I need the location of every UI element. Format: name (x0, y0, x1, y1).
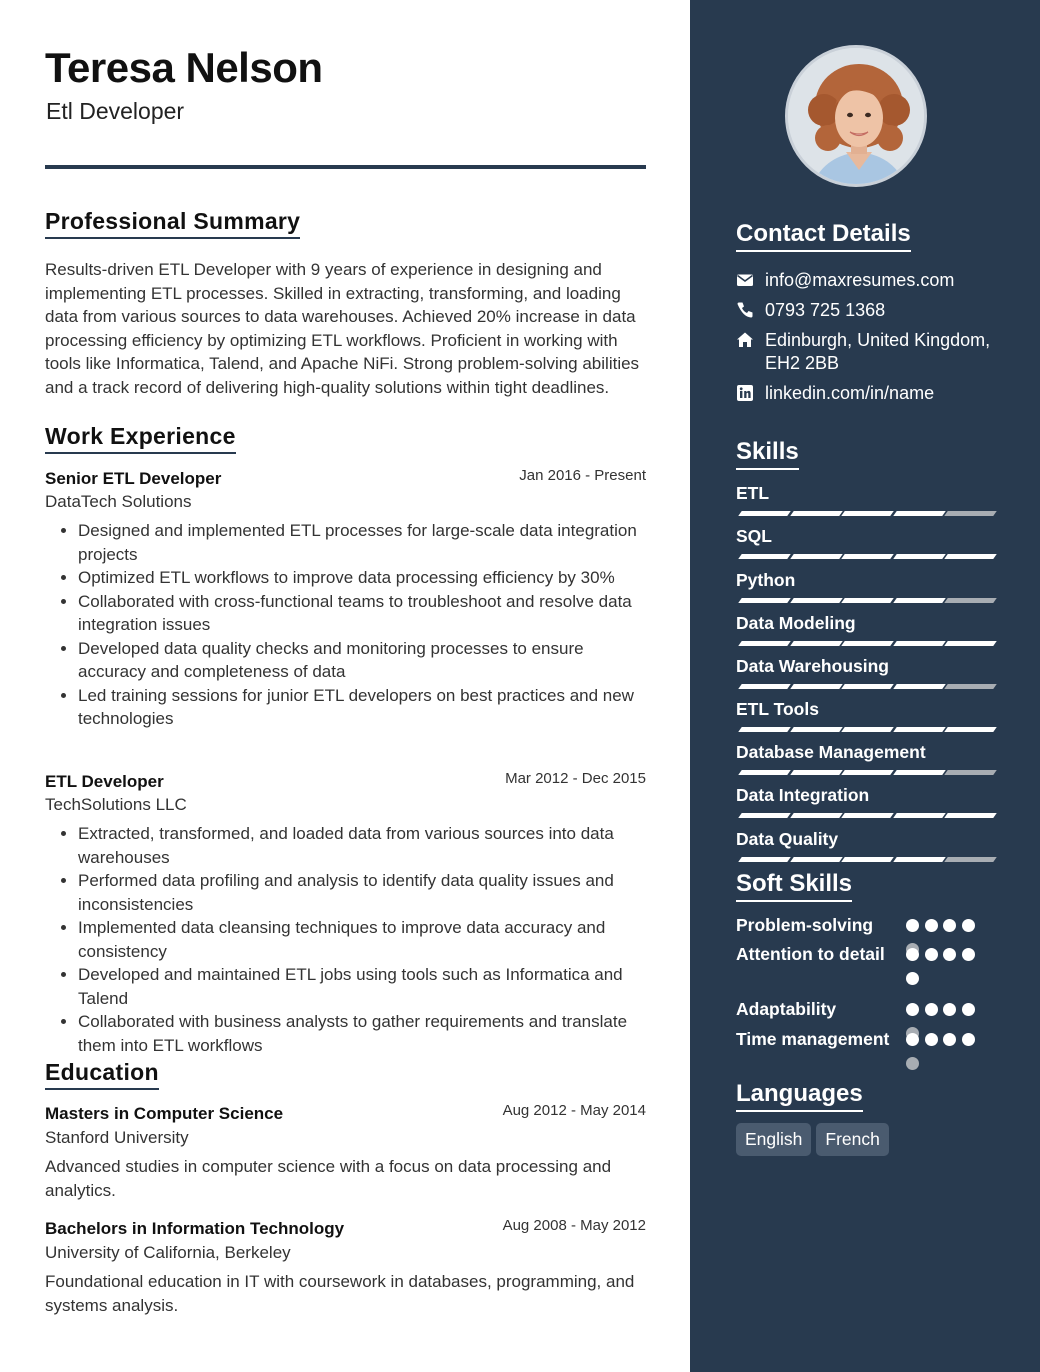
skill-segment-empty (944, 511, 997, 516)
soft-skills-heading: Soft Skills (736, 870, 852, 902)
skill-segment-filled (893, 598, 946, 603)
soft-skill-name: Adaptability (736, 999, 837, 1019)
skill-segment-filled (893, 813, 946, 818)
contact-address-text: Edinburgh, United Kingdom, EH2 2BB (765, 330, 991, 373)
skill-segment-filled (738, 511, 791, 516)
job-bullet: • Extracted, transformed, and loaded data from various sources into data warehouses (78, 822, 646, 869)
skill-segment-filled (841, 684, 894, 689)
skill-level-bar (736, 813, 992, 819)
skill-segment-filled (738, 813, 791, 818)
skill-level-bar (736, 598, 992, 604)
skill-segment-filled (893, 727, 946, 732)
rating-dot-filled (925, 1033, 938, 1046)
rating-dot-filled (943, 919, 956, 932)
education-entry (45, 1219, 646, 1317)
skills-heading: Skills (736, 438, 799, 470)
skill-segment-filled (841, 727, 894, 732)
rating-dot-filled (962, 1033, 975, 1046)
skill-name: Data Quality (736, 829, 839, 849)
rating-dot-filled (943, 1003, 956, 1016)
skill-segment-filled (893, 554, 946, 559)
phone-icon (736, 301, 754, 319)
skill-name: ETL (736, 483, 770, 503)
skill-segment-empty (944, 770, 997, 775)
job-bullet: • Designed and implemented ETL processes for large-scale data integration projects (78, 519, 646, 566)
contact-email[interactable] (736, 269, 1006, 292)
job-bullet: • Collaborated with business analysts to gather requirements and translate them into ETL workflows (78, 1010, 646, 1057)
job-company: DataTech Solutions (45, 492, 192, 511)
languages-list (736, 1123, 894, 1156)
skill-level-bar (736, 641, 992, 647)
skill-segment-filled (790, 641, 843, 646)
skill-segment-filled (738, 641, 791, 646)
job-bullet: • Performed data profiling and analysis to identify data quality issues and inconsistencies (78, 869, 646, 916)
skill-level-bar (736, 770, 992, 776)
contact-email-text: info@maxresumes.com (765, 270, 955, 290)
skill-segment-empty (944, 684, 997, 689)
profile-photo (785, 45, 927, 187)
job-title: Senior ETL Developer (45, 469, 222, 488)
summary-text: Results-driven ETL Developer with 9 years of experience in designing and implementing ETL processes. Skilled in extracting, transforming, and loading data from various sources to data warehouses. Achieved 20% increase in data processing efficiency by optimizing ETL workflows. Proficient in working with tools like Informatica, Talend, and Apache NiFi. Strong problem-solving abilities and a track record of delivering high-quality solutions within tight deadlines. (45, 260, 640, 397)
skill-segment-filled (944, 813, 997, 818)
job-bullet: • Implemented data cleansing techniques to improve data accuracy and consistency (78, 916, 646, 963)
skill-segment-filled (738, 684, 791, 689)
soft-skill-name: Problem-solving (736, 915, 874, 935)
skill-segment-filled (738, 770, 791, 775)
job-date: Jan 2016 - Present (519, 467, 646, 484)
skill-level-bar (736, 554, 992, 560)
job-company: TechSolutions LLC (45, 795, 187, 814)
rating-dot-filled (943, 948, 956, 961)
job-bullet: • Developed data quality checks and monitoring processes to ensure accuracy and completeness of data (78, 637, 646, 684)
skill-level-bar (736, 857, 992, 863)
skill-name: Database Management (736, 742, 926, 762)
skill-segment-filled (738, 857, 791, 862)
soft-skill-item (736, 914, 986, 938)
rating-dot-filled (906, 948, 919, 961)
skill-segment-filled (841, 554, 894, 559)
languages-heading: Languages (736, 1080, 863, 1112)
skill-segment-filled (738, 598, 791, 603)
contact-address (736, 329, 1006, 375)
skill-segment-empty (944, 598, 997, 603)
soft-skill-item (736, 943, 986, 967)
skill-segment-filled (944, 554, 997, 559)
rating-dot-filled (925, 919, 938, 932)
education-school: Stanford University (45, 1128, 189, 1147)
rating-dot-filled (962, 948, 975, 961)
education-school: University of California, Berkeley (45, 1243, 291, 1262)
language-chip: French (816, 1123, 888, 1156)
skill-segment-filled (790, 554, 843, 559)
skill-segment-filled (738, 727, 791, 732)
skill-segment-filled (790, 727, 843, 732)
job-bullet: • Optimized ETL workflows to improve data processing efficiency by 30% (78, 566, 646, 590)
skill-item (736, 742, 992, 763)
candidate-name: Teresa Nelson (45, 44, 323, 91)
skill-item (736, 483, 992, 504)
envelope-icon (736, 271, 754, 289)
profile-photo-illustration (788, 48, 927, 187)
job-bullets (45, 822, 646, 1057)
skill-item (736, 526, 992, 547)
skill-item (736, 656, 992, 677)
job-bullet: • Led training sessions for junior ETL developers on best practices and new technologies (78, 684, 646, 731)
skill-segment-filled (841, 641, 894, 646)
education-date: Aug 2008 - May 2012 (502, 1217, 646, 1234)
skill-segment-filled (893, 684, 946, 689)
header-divider (45, 165, 646, 169)
education-description: Foundational education in IT with coursework in databases, programming, and systems analysis. (45, 1272, 635, 1315)
skill-segment-filled (790, 813, 843, 818)
experience-heading: Work Experience (45, 423, 236, 454)
skill-name: Data Integration (736, 785, 870, 805)
skill-segment-empty (944, 857, 997, 862)
sidebar (690, 0, 1040, 1372)
soft-skill-item (736, 998, 986, 1022)
rating-dot-filled (906, 919, 919, 932)
education-date: Aug 2012 - May 2014 (502, 1102, 646, 1119)
rating-dot-filled (962, 919, 975, 932)
skill-segment-filled (790, 598, 843, 603)
skill-segment-filled (893, 857, 946, 862)
contact-phone[interactable] (736, 299, 1006, 322)
skill-level-bar (736, 684, 992, 690)
summary-heading: Professional Summary (45, 208, 300, 239)
rating-dot-filled (962, 1003, 975, 1016)
skill-segment-filled (790, 857, 843, 862)
skill-name: SQL (736, 526, 772, 546)
contact-linkedin-text: linkedin.com/in/name (765, 383, 935, 403)
skill-name: Data Warehousing (736, 656, 889, 676)
skill-segment-filled (790, 770, 843, 775)
skill-item (736, 699, 992, 720)
job-date: Mar 2012 - Dec 2015 (505, 770, 646, 787)
rating-dot-filled (925, 948, 938, 961)
home-icon (736, 331, 754, 349)
linkedin-icon (736, 384, 754, 402)
skill-segment-filled (841, 770, 894, 775)
skill-segment-filled (944, 641, 997, 646)
skill-level-bar (736, 727, 992, 733)
soft-skill-item (736, 1028, 986, 1052)
soft-skill-name: Time management (736, 1029, 890, 1049)
skill-segment-filled (841, 598, 894, 603)
education-entry (45, 1104, 646, 1202)
skill-segment-filled (790, 511, 843, 516)
skill-segment-filled (893, 770, 946, 775)
rating-dot-filled (925, 1003, 938, 1016)
rating-dot-filled (906, 972, 919, 985)
contact-linkedin[interactable] (736, 382, 1006, 405)
skill-item (736, 613, 992, 634)
skill-segment-filled (893, 641, 946, 646)
education-degree: Masters in Computer Science (45, 1104, 284, 1123)
skill-item (736, 785, 992, 806)
contact-phone-text: 0793 725 1368 (765, 300, 886, 320)
skill-segment-filled (738, 554, 791, 559)
skill-segment-filled (841, 511, 894, 516)
rating-dot-filled (906, 1003, 919, 1016)
soft-skill-name: Attention to detail (736, 944, 885, 964)
skill-segment-filled (841, 857, 894, 862)
job-title: ETL Developer (45, 772, 164, 791)
education-degree: Bachelors in Information Technology (45, 1219, 345, 1238)
rating-dot-empty (906, 1057, 919, 1070)
candidate-role: Etl Developer (46, 98, 185, 124)
skill-segment-filled (790, 684, 843, 689)
skill-level-bar (736, 511, 992, 517)
contact-heading: Contact Details (736, 220, 911, 252)
skill-item (736, 829, 992, 850)
rating-dot-filled (943, 1033, 956, 1046)
rating-dot-filled (906, 1033, 919, 1046)
skill-segment-filled (841, 813, 894, 818)
skill-item (736, 570, 992, 591)
job-bullet: • Developed and maintained ETL jobs using tools such as Informatica and Talend (78, 963, 646, 1010)
skill-segment-filled (893, 511, 946, 516)
job-bullet: • Collaborated with cross-functional teams to troubleshoot and resolve data integration issues (78, 590, 646, 637)
skill-name: ETL Tools (736, 699, 819, 719)
skill-segment-filled (944, 727, 997, 732)
skill-name: Python (736, 570, 796, 590)
skill-name: Data Modeling (736, 613, 856, 633)
job-entry (45, 469, 646, 731)
education-description: Advanced studies in computer science with a focus on data processing and analytics. (45, 1157, 612, 1200)
language-chip: English (736, 1123, 811, 1156)
job-entry (45, 772, 646, 1057)
job-bullets (45, 519, 646, 731)
education-heading: Education (45, 1059, 159, 1090)
